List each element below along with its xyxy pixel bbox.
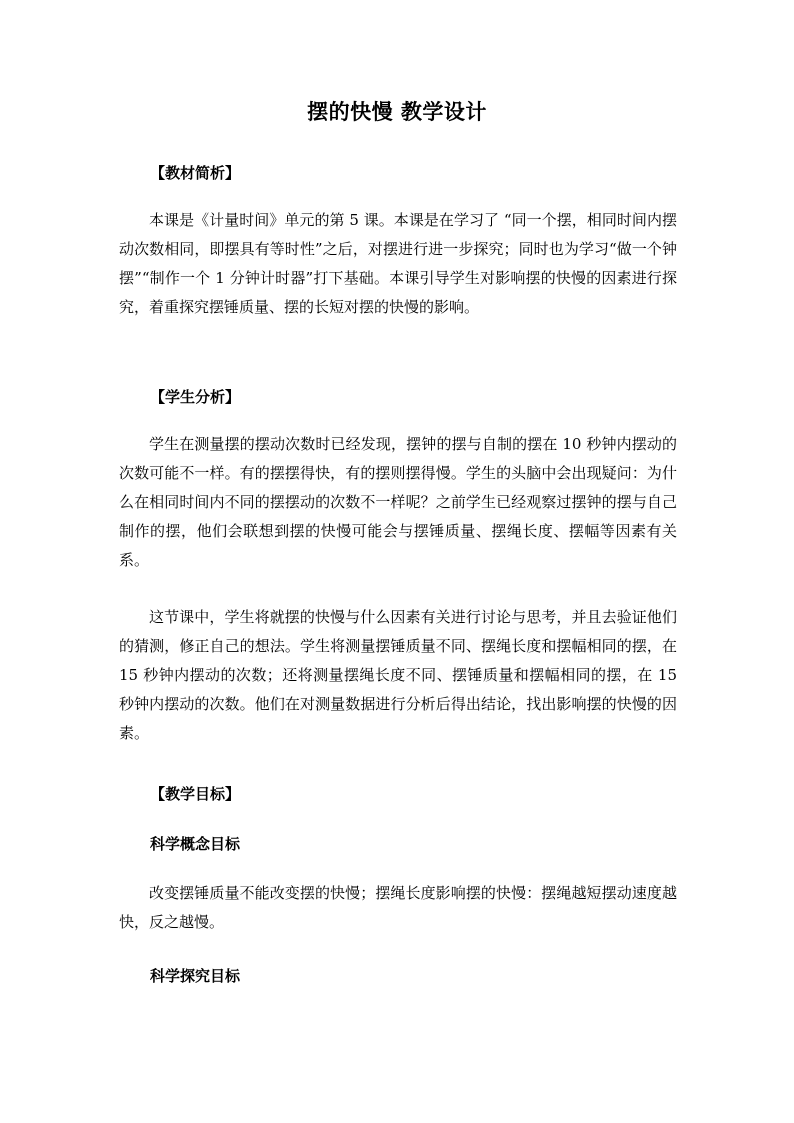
section-heading-student: 【学生分析】 <box>150 388 241 406</box>
paragraph-student-2: 这节课中，学生将就摆的快慢与什么因素有关进行讨论与思考，并且去验证他们的猜测，修正自己的想法。学生将测量摆锤质量不同、摆绳长度和摆幅相同的摆，在 15 秒钟内摆动的次数；还将测量摆绳长度不同、摆锤质量和摆幅相同的摆，在 15 秒钟内摆动的次数。他们在对测量数据进行分析后得出结论，找出影响摆的快慢的因素。 <box>119 608 677 742</box>
section-heading-goals: 【教学目标】 <box>150 785 241 803</box>
paragraph-concept-goals: 改变摆锤质量不能改变摆的快慢；摆绳长度影响摆的快慢：摆绳越短摆动速度越快，反之越慢。 <box>119 884 677 931</box>
section-heading-material: 【教材简析】 <box>150 164 241 182</box>
paragraph-material: 本课是《计量时间》单元的第 5 课。本课是在学习了 “同一个摆，相同时间内摆动次数相同，即摆具有等时性”之后，对摆进行进一步探究；同时也为学习“做一个钟摆”“制作一个 1 分钟计时器”打下基础。本课引导学生对影响摆的快慢的因素进行探究，着重探究摆锤质量、摆的长短对摆的快慢的影响。 <box>119 211 677 316</box>
page-title: 摆的快慢 教学设计 <box>307 99 487 124</box>
subheading-concept-goals: 科学概念目标 <box>150 835 241 853</box>
paragraph-student-1: 学生在测量摆的摆动次数时已经发现，摆钟的摆与自制的摆在 10 秒钟内摆动的次数可能不一样。有的摆摆得快，有的摆则摆得慢。学生的头脑中会出现疑问：为什么在相同时间内不同的摆摆动的次数不一样呢？之前学生已经观察过摆钟的摆与自己制作的摆，他们会联想到摆的快慢可能会与摆锤质量、摆绳长度、摆幅等因素有关系。 <box>119 435 677 569</box>
subheading-inquiry-goals: 科学探究目标 <box>150 967 241 985</box>
